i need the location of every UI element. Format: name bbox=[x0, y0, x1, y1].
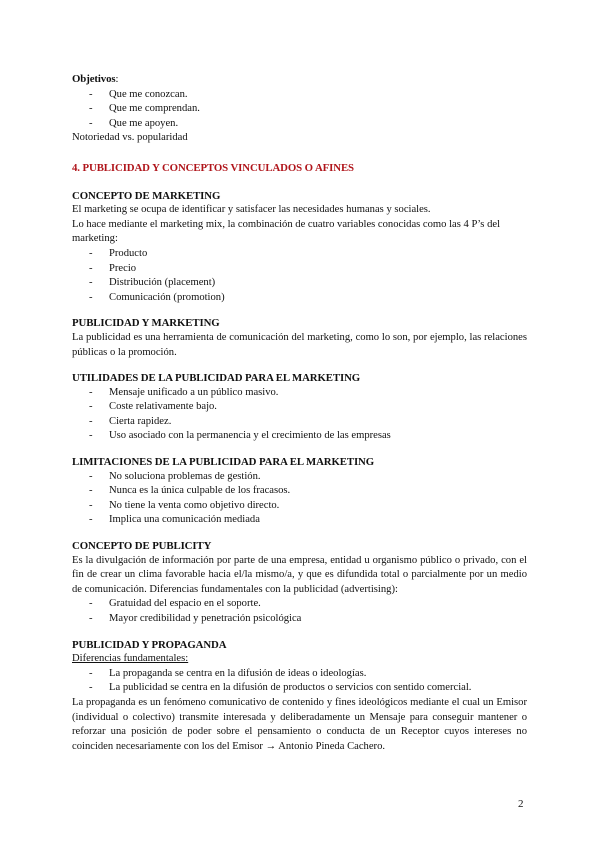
section-4-title: 4. PUBLICIDAD Y CONCEPTOS VINCULADOS O AFINES bbox=[72, 161, 354, 174]
list-item: - No tiene la venta como objetivo directo. bbox=[72, 499, 527, 514]
objetivos-list bbox=[72, 88, 527, 132]
utilidades-heading: UTILIDADES DE LA PUBLICIDAD PARA EL MARKETING bbox=[72, 372, 361, 385]
propaganda-block bbox=[72, 638, 527, 755]
list-item: - Mayor credibilidad y penetración psicológica bbox=[72, 612, 527, 627]
list-item: - Comunicación (promotion) bbox=[72, 291, 527, 306]
page-number: 2 bbox=[518, 798, 524, 810]
publicity-heading: CONCEPTO DE PUBLICITY bbox=[72, 540, 212, 553]
list-item: - Mensaje unificado a un público masivo. bbox=[72, 386, 527, 401]
document-page bbox=[72, 72, 527, 754]
list-item: - Nunca es la única culpable de los fracasos. bbox=[72, 484, 527, 499]
list-item: - Que me comprendan. bbox=[72, 102, 527, 117]
propaganda-list bbox=[72, 667, 527, 696]
pub-marketing-heading: PUBLICIDAD Y MARKETING bbox=[72, 317, 220, 330]
list-item: - Precio bbox=[72, 262, 527, 277]
objetivos-colon: : bbox=[115, 74, 119, 85]
pub-marketing-block bbox=[72, 316, 527, 360]
list-item: - Producto bbox=[72, 247, 527, 262]
list-item: - Cierta rapidez. bbox=[72, 415, 527, 430]
propaganda-heading: PUBLICIDAD Y PROPAGANDA bbox=[72, 638, 227, 651]
publicity-list bbox=[72, 597, 527, 626]
list-item: - Distribución (placement) bbox=[72, 276, 527, 291]
pub-marketing-paragraph: La publicidad es una herramienta de comunicación del marketing, como lo son, por ejemplo, las relaciones públicas o la promoción. bbox=[72, 331, 527, 358]
limitaciones-block bbox=[72, 455, 527, 528]
list-item: - La propaganda se centra en la difusión de ideas o ideologías. bbox=[72, 667, 527, 682]
marketing-list bbox=[72, 247, 527, 305]
utilidades-block bbox=[72, 371, 527, 444]
propaganda-subheading: Diferencias fundamentales: bbox=[72, 653, 189, 665]
marketing-paragraph-2: Lo hace mediante el marketing mix, la combinación de cuatro variables conocidas como las 4 P’s del marketing: bbox=[72, 218, 501, 245]
objetivos-title-line bbox=[72, 72, 527, 88]
list-item: - Que me apoyen. bbox=[72, 117, 527, 132]
marketing-paragraph-1: El marketing se ocupa de identificar y satisfacer las necesidades humanas y sociales. bbox=[72, 204, 431, 216]
list-item: - Coste relativamente bajo. bbox=[72, 400, 527, 415]
list-item: - Que me conozcan. bbox=[72, 88, 527, 103]
list-item: - Implica una comunicación mediada bbox=[72, 513, 527, 528]
propaganda-paragraph: La propaganda es un fenómeno comunicativo de contenido y fines ideológicos mediante el cual un Emisor (individual o colectivo) transmite interesada y deliberadamente un Mensaje para conseguir mantener o reforzar una posición de poder sobre el pensamiento o conducta de un Receptor cuyos intereses no coinciden necesariamente con los del Emisor → Antonio Pineda Cachero. bbox=[72, 696, 527, 752]
objetivos-block bbox=[72, 72, 527, 146]
list-item: - La publicidad se centra en la difusión de productos o servicios con sentido comercial. bbox=[72, 681, 527, 696]
objetivos-note: Notoriedad vs. popularidad bbox=[72, 132, 188, 144]
list-item: - No soluciona problemas de gestión. bbox=[72, 470, 527, 485]
list-item: - Gratuidad del espacio en el soporte. bbox=[72, 597, 527, 612]
utilidades-list bbox=[72, 386, 527, 444]
objetivos-title: Objetivos bbox=[72, 73, 116, 85]
publicity-paragraph: Es la divulgación de información por parte de una empresa, entidad u organismo público o privado, con el fin de crear un clima favorable hacia el/la mismo/a, y que es difundida total o parcialmente por un medio de comunicación. Diferencias fundamentales con la publicidad (advertising): bbox=[72, 554, 527, 595]
limitaciones-list bbox=[72, 470, 527, 528]
limitaciones-heading: LIMITACIONES DE LA PUBLICIDAD PARA EL MARKETING bbox=[72, 456, 375, 469]
marketing-heading: CONCEPTO DE MARKETING bbox=[72, 189, 221, 202]
publicity-block bbox=[72, 539, 527, 627]
list-item: - Uso asociado con la permanencia y el crecimiento de las empresas bbox=[72, 429, 527, 444]
marketing-block bbox=[72, 189, 527, 306]
